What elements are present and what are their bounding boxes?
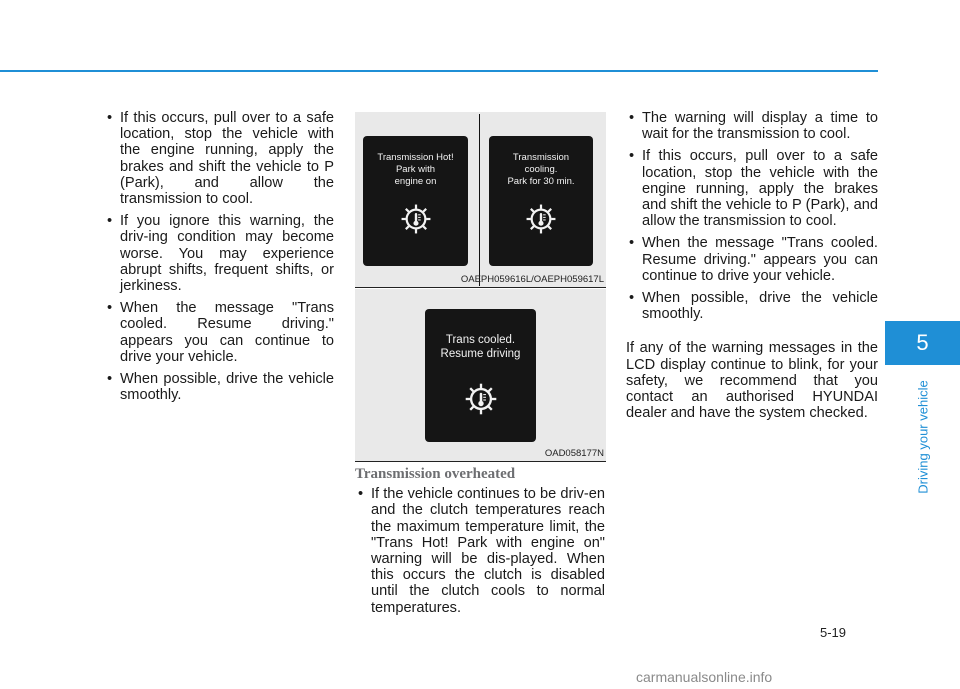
list-item: • The warning will display a time to wait for the transmission to cool. <box>626 110 878 142</box>
lcd-screen-trans-cooled <box>425 309 536 442</box>
transmission-temperature-gear-icon <box>524 202 558 236</box>
figure-trans-cooled <box>355 289 606 462</box>
screen-line: Park for 30 min. <box>507 176 575 187</box>
lcd-screen-trans-cooling <box>489 136 593 266</box>
list-item: • When possible, drive the vehicle smoothly. <box>626 290 878 322</box>
screen-line: Park with <box>395 164 436 175</box>
screen-line: Transmission Hot! <box>377 152 454 163</box>
screen-line: Trans cooled. <box>445 334 516 346</box>
screen-line: cooling. <box>524 164 558 175</box>
middle-column <box>355 466 605 622</box>
figure-divider <box>479 114 480 286</box>
chapter-number-tab: 5 <box>885 321 960 365</box>
list-item: • When the message "Trans cooled. Resume driving." appears you can continue to drive your vehicle. <box>626 235 878 284</box>
chapter-title <box>913 372 933 502</box>
list-item: • When possible, drive the vehicle smoothly. <box>104 371 334 403</box>
figure-underline <box>355 287 606 288</box>
paragraph: If any of the warning messages in the LCD display continue to blink, for your safety, we recommend that you contact an authorised HYUNDAI dealer and have the system checked. <box>626 340 878 422</box>
figure-underline <box>355 461 606 462</box>
section-heading: Transmission overheated <box>355 466 516 482</box>
list-item: • When the message "Trans cooled. Resume driving." appears you can continue to drive your vehicle. <box>104 300 334 365</box>
transmission-temperature-gear-icon <box>463 381 499 417</box>
figure-code: OAD058177N <box>544 448 604 459</box>
lcd-screen-trans-hot <box>363 136 468 266</box>
transmission-temperature-gear-icon <box>399 202 433 236</box>
chapter-title-text: Driving your vehicle <box>915 380 931 494</box>
screen-line: Resume driving <box>440 348 521 360</box>
figure-code: OAEPH059616L/OAEPH059617L <box>460 274 604 285</box>
watermark: carmanualsonline.info <box>636 669 773 685</box>
list-item: • If this occurs, pull over to a safe location, stop the vehicle with the engine running, apply the brakes and shift the vehicle to P (Park), and allow the transmission to cool. <box>104 110 334 207</box>
screen-line: Transmission <box>512 152 570 163</box>
left-column <box>104 110 334 409</box>
figure-trans-hot-cooling <box>355 112 606 288</box>
list-item: • If this occurs, pull over to a safe location, stop the vehicle with the engine running, apply the brakes and shift the vehicle to P (Park), and allow the transmission to cool. <box>626 148 878 229</box>
page-number: 5-19 <box>820 625 847 640</box>
screen-line: engine on <box>394 176 437 187</box>
list-item: • If you ignore this warning, the driv-ing condition may become worse. You may experience abrupt shifts, frequent shifts, or jerkiness. <box>104 213 334 294</box>
header-rule <box>0 70 878 72</box>
right-column <box>626 110 878 421</box>
list-item: • If the vehicle continues to be driv-en and the clutch temperatures reach the maximum temperature limit, the "Trans Hot! Park with engine on" warning will be dis-played. When this occurs the clutch is disabled until the clutch cools to normal temperatures. <box>355 486 605 616</box>
